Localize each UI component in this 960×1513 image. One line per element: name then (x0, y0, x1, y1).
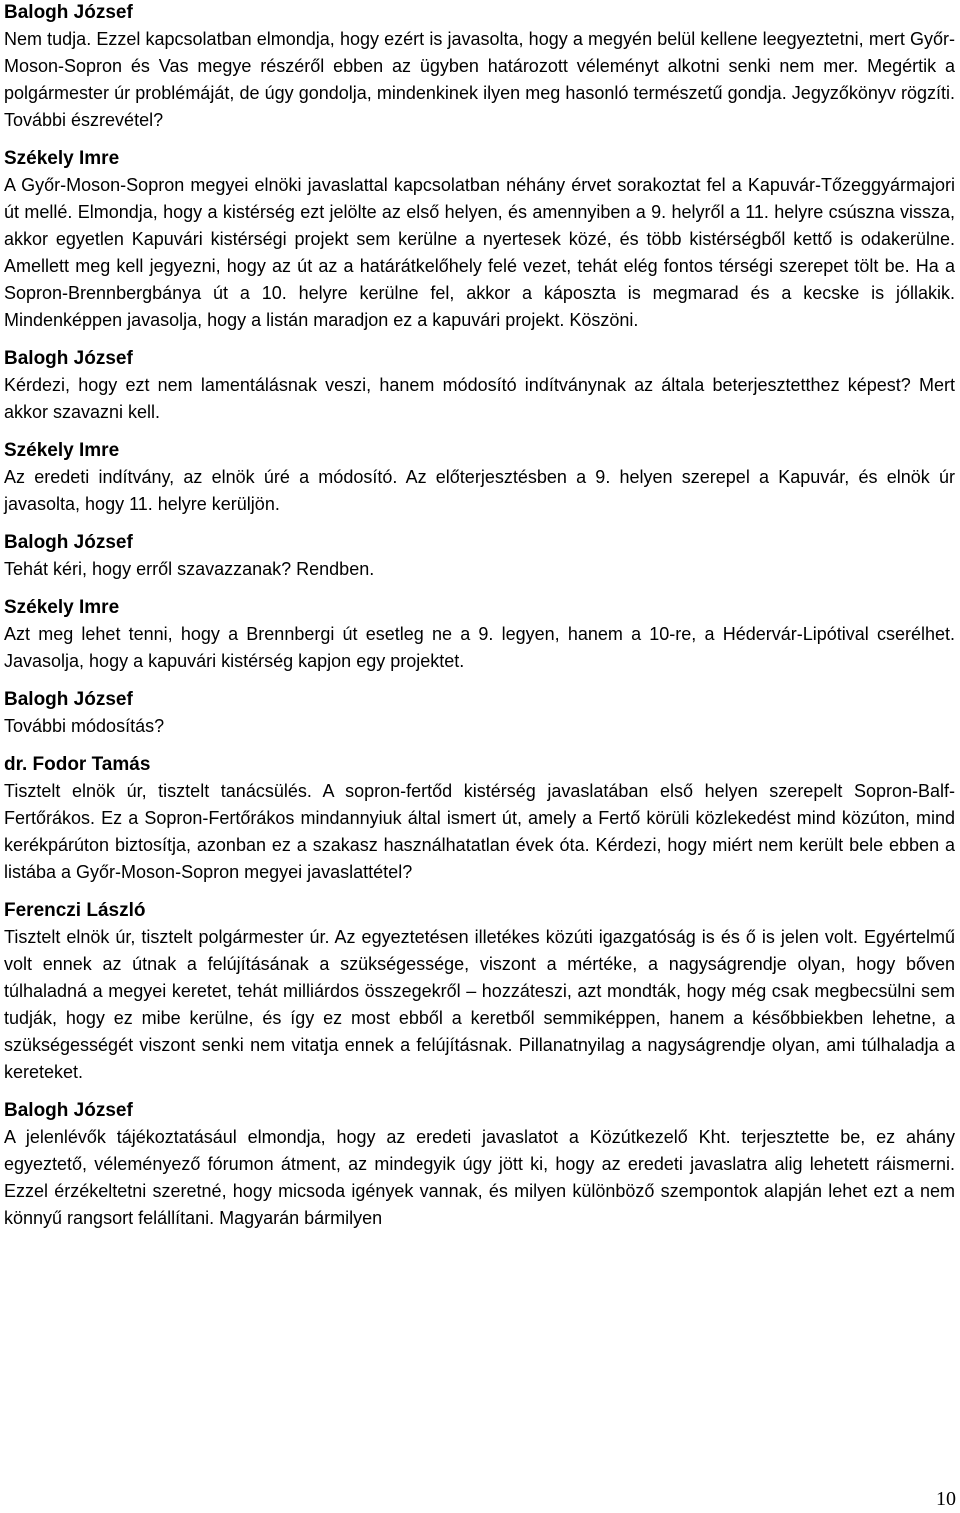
speech-text: Tisztelt elnök úr, tisztelt polgármester úr. Az egyeztetésen illetékes közúti igazgatóság is és ő is jelen volt. Egyértelmű volt ennek az útnak a felújításának a szükségessége, viszont a mértéke, a nagyságrendje olyan, hogy bőven túlhaladná a megyei keretet, tehát milliárdos összegekről – hozzáteszi, azt mondták, hogy még csak megbecsülni sem tudják, hogy ez mibe kerülne, és így ez most ebből a keretből semmiképpen, hanem a későbbiekben lehetne, a szükségességét viszont senki nem vitatja ennek a felújításnak. Pillanatnyilag a nagyságrendje olyan, ami túlhaladja a kereteket. (4, 927, 955, 1082)
speech-text: Kérdezi, hogy ezt nem lamentálásnak veszi, hanem módosító indítványnak az általa beterjesztetthez képest? Mert akkor szavazni kell. (4, 375, 955, 422)
speech-block (4, 530, 955, 583)
speech-text: A Győr-Moson-Sopron megyei elnöki javaslattal kapcsolatban néhány érvet sorakoztat fel a Kapuvár-Tőzeggyármajori út mellé. Elmondja, hogy a kistérség ezt jelölte az első helyen, és amennyiben a 9. helyről a 11. helyre csúszna vissza, akkor egyetlen Kapuvári kistérségi projekt sem kerülne a nyertesek közé, és több kistérségből kettő is odakerülne. Amellett meg kell jegyezni, hogy az út az a határátkelőhely felé vezet, tehát elég fontos térségi szerepet tölt be. Ha a Sopron-Brennbergbánya út a 10. helyre kerülne fel, akkor a káposzta is megmarad és a kecske is jóllakik. Mindenképpen javasolja, hogy a listán maradjon ez a kapuvári projekt. Köszöni. (4, 175, 955, 330)
page-number: 10 (936, 1488, 956, 1510)
speech-block (4, 0, 955, 134)
speech-text: Tehát kéri, hogy erről szavazzanak? Rendben. (4, 559, 375, 579)
speech-text: Tisztelt elnök úr, tisztelt tanácsülés. A sopron-fertőd kistérség javaslatában első helyen szerepelt Sopron-Balf-Fertőrákos. Ez a Sopron-Fertőrákos mindannyiuk által ismert út, amely a Fertő körüli közlekedést mind közúton, mind kerékpárúton biztosítja, azonban ez a szakasz használhatatlan évek óta. Kérdezi, hogy miért nem került bele ebben a listába a Győr-Moson-Sopron megyei javaslattétel? (4, 781, 955, 882)
speaker-name: Székely Imre (4, 597, 120, 618)
speech-text: Nem tudja. Ezzel kapcsolatban elmondja, hogy ezért is javasolta, hogy a megyén belül kellene leegyeztetni, mert Győr-Moson-Sopron és Vas megye részéről ebben az ügyben határozott véleményt alkotni senki nem mer. Megértik a polgármester úr problémáját, de úgy gondolja, mindenkinek ilyen meg hasonló természetű gondja. Jegyzőkönyv rögzíti. További észrevétel? (4, 29, 955, 130)
speech-block (4, 346, 955, 426)
speech-block (4, 438, 955, 518)
speech-block (4, 752, 955, 886)
speech-block (4, 595, 955, 675)
speech-block (4, 898, 955, 1086)
speech-text: Az eredeti indítvány, az elnök úré a módosító. Az előterjesztésben a 9. helyen szerepel a Kapuvár, és elnök úr javasolta, hogy 11. helyre kerüljön. (4, 467, 955, 514)
speaker-name: dr. Fodor Tamás (4, 754, 151, 775)
speech-block (4, 1098, 955, 1232)
speech-block (4, 146, 955, 334)
speech-text: További módosítás? (4, 716, 165, 736)
speaker-name: Balogh József (4, 689, 133, 710)
speaker-name: Balogh József (4, 532, 133, 553)
speaker-name: Székely Imre (4, 148, 120, 169)
document-page (4, 0, 955, 1244)
speech-text: A jelenlévők tájékoztatásául elmondja, hogy az eredeti javaslatot a Közútkezelő Kht. terjesztette be, ez ahány egyeztető, véleményező fórumon átment, az mindegyik úgy jött ki, hogy az eredeti javaslatra alig lehetett ráismerni. Ezzel érzékeltetni szeretné, hogy micsoda igények vannak, és milyen különböző szempontok alapján lehet ezt a nem könnyű rangsort felállítani. Magyarán bármilyen (4, 1127, 955, 1228)
speaker-name: Balogh József (4, 2, 133, 23)
speaker-name: Balogh József (4, 348, 133, 369)
speech-text: Azt meg lehet tenni, hogy a Brennbergi út esetleg ne a 9. legyen, hanem a 10-re, a Hédervár-Lipótival cserélhet. Javasolja, hogy a kapuvári kistérség kapjon egy projektet. (4, 624, 955, 671)
speaker-name: Balogh József (4, 1100, 133, 1121)
speaker-name: Ferenczi László (4, 900, 146, 921)
speaker-name: Székely Imre (4, 440, 120, 461)
speech-block (4, 687, 955, 740)
